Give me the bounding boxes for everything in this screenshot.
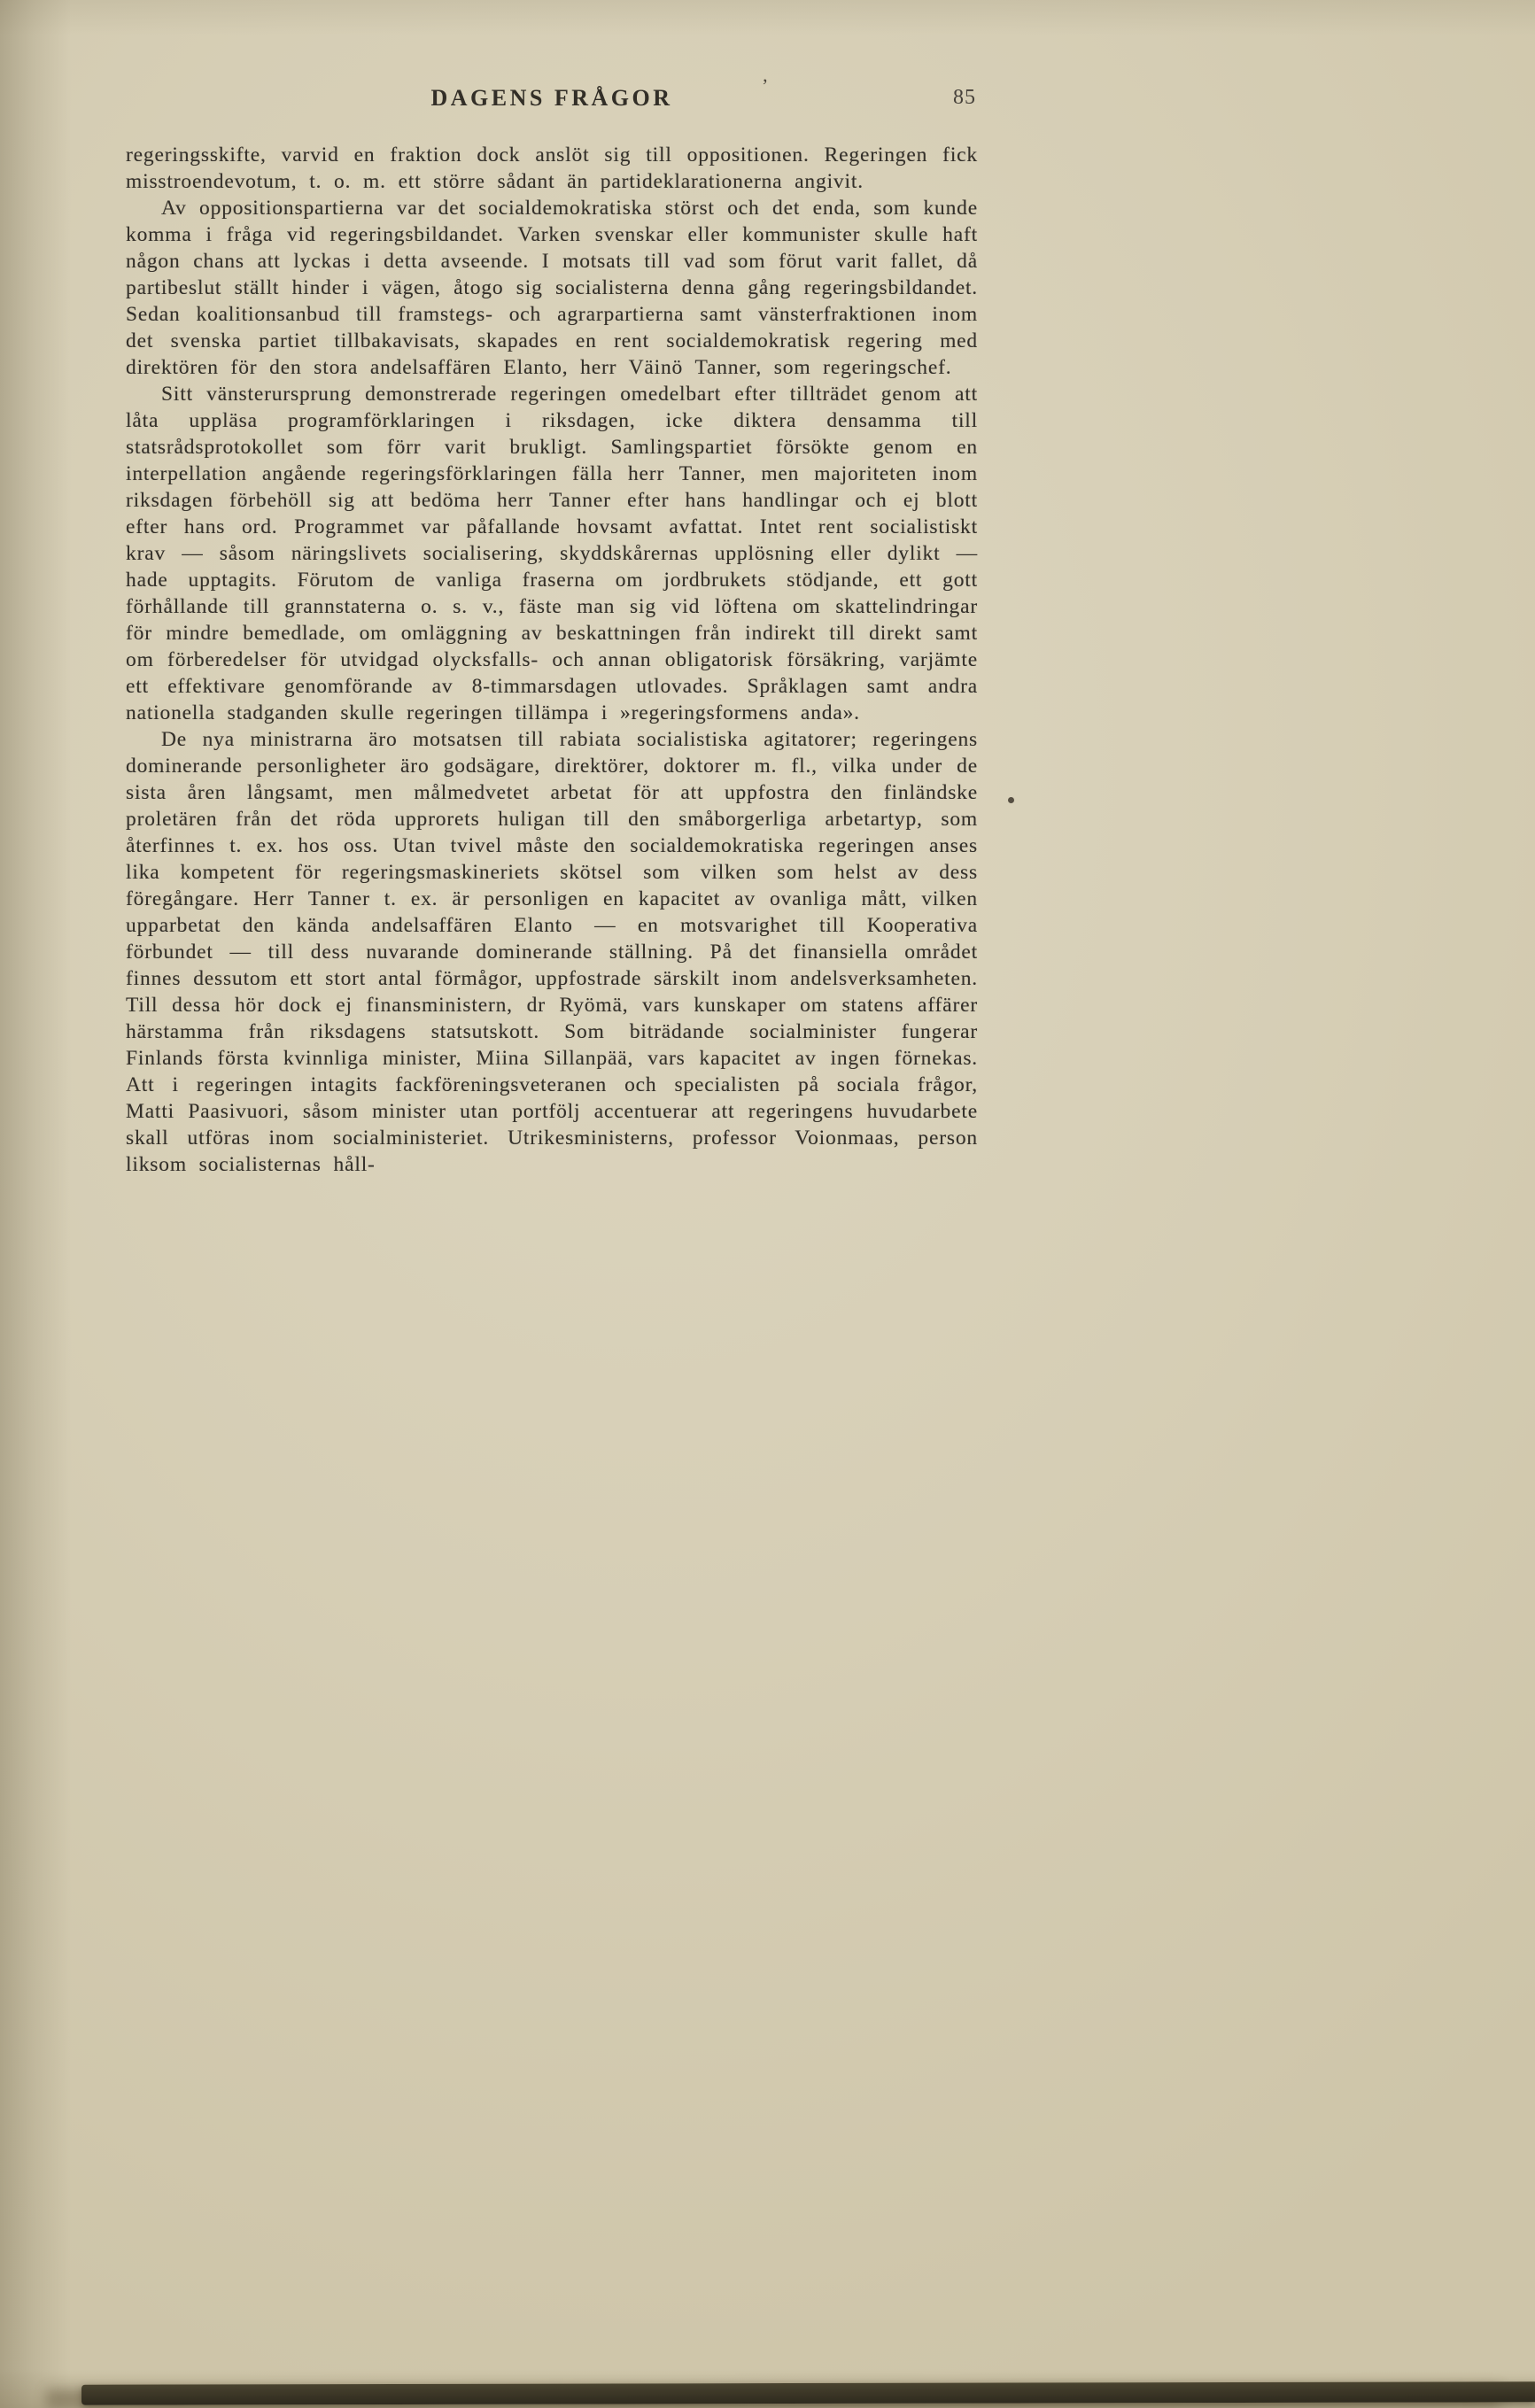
paragraph-3: Sitt vänsterursprung demonstrerade regeringen omedelbart efter tillträdet genom att låta uppläsa programförklaringen i riksdagen, icke diktera densamma till statsrådsprotokollet som förr varit brukligt. Samlingspartiet försökte genom en interpellation angående regeringsförklaringen fälla herr Tanner, men majoriteten inom riksdagen förbehöll sig att bedöma herr Tanner efter hans handlingar och ej blott efter hans ord. Programmet var påfallande hovsamt avfattat. Intet rent socialistiskt krav — såsom näringslivets socialisering, skyddskårernas upplösning eller dylikt — hade upptagits. Förutom de vanliga fraserna om jordbrukets stödjande, ett gott förhållande till grannstaterna o. s. v., fäste man sig vid löftena om skattelindringar för mindre bemedlade, om omläggning av beskattningen från indirekt till direkt samt om förberedelser för utvidgad olycksfalls- och annan obligatorisk försäkring, varjämte ett effektivare genomförande av 8-timmarsdagen utlovades. Språklagen samt andra nationella stadganden skulle regeringen tillämpa i »regeringsformens anda». bbox=[126, 383, 978, 724]
scan-edge-left-shadow bbox=[0, 0, 71, 2408]
ink-speck-dot bbox=[1008, 797, 1014, 803]
paragraph-4: De nya ministrarna äro motsatsen till rabiata socialistiska agitatorer; regeringens dominerande personligheter äro godsägare, direktörer, doktorer m. fl., vilka under de sista åren långsamt, men målmedvetet arbetat för att uppfostra den finländske proletären från det röda upprorets huligan till den småborgerliga arbetartyp, som återfinnes t. ex. hos oss. Utan tvivel måste den socialdemokratiska regeringen anses lika kompetent för regeringsmaskineriets skötsel som vilken som helst av dess föregångare. Herr Tanner t. ex. är personligen en kapacitet av ovanliga mått, vilken upparbetat den kända andelsaffären Elanto — en motsvarighet till Kooperativa förbundet — till dess nuvarande dominerande ställning. På det finansiella området finnes dessutom ett stort antal förmågor, uppfostrade särskilt inom andelsverksamheten. Till dessa hör dock ej finansministern, dr Ryömä, vars kunskaper om statens affärer härstamma från riksdagens statsutskott. Som biträdande socialminister fungerar Finlands första kvinnliga minister, Miina Sillanpää, vars kapacitet av ingen förnekas. Att i regeringen intagits fackföreningsveteranen och specialisten på sociala frågor, Matti Paasivuori, såsom minister utan portfölj accentuerar att regeringens huvudarbete skall utföras inom socialministeriet. Utrikesministerns, professor Voionmaas, person liksom socialisternas håll- bbox=[126, 728, 978, 1176]
page-header-title: DAGENS FRÅGOR bbox=[430, 85, 673, 111]
page-header bbox=[126, 85, 978, 128]
page-number: 85 bbox=[953, 86, 976, 109]
paragraph-2: Av oppositionspartierna var det socialdemokratiska störst och det enda, som kunde komma i fråga vid regeringsbildandet. Varken svenskar eller kommunister skulle haft någon chans att lyckas i detta avseende. I motsats till vad som förut varit fallet, då partibeslut ställt hinder i vägen, åtogo sig socialisterna denna gång regeringsbildandet. Sedan koalitionsanbud till framstegs- och agrarpartierna samt vänsterfraktionen inom det svenska partiet tillbakavisats, skapades en rent socialdemokratisk regering med direktören för den stora andelsaffären Elanto, herr Väinö Tanner, som regeringschef. bbox=[126, 197, 978, 379]
text-block bbox=[126, 142, 978, 1178]
scan-edge-bottom-line bbox=[81, 2381, 1535, 2404]
paragraph-1: regeringsskifte, varvid en fraktion dock anslöt sig till oppositionen. Regeringen fick misstroendevotum, t. o. m. ett större sådant än partideklarationerna angivit. bbox=[126, 143, 978, 193]
page-content bbox=[126, 85, 978, 1178]
scan-edge-top-shadow bbox=[0, 0, 1535, 35]
ink-speck-mark: ’ bbox=[762, 74, 769, 97]
